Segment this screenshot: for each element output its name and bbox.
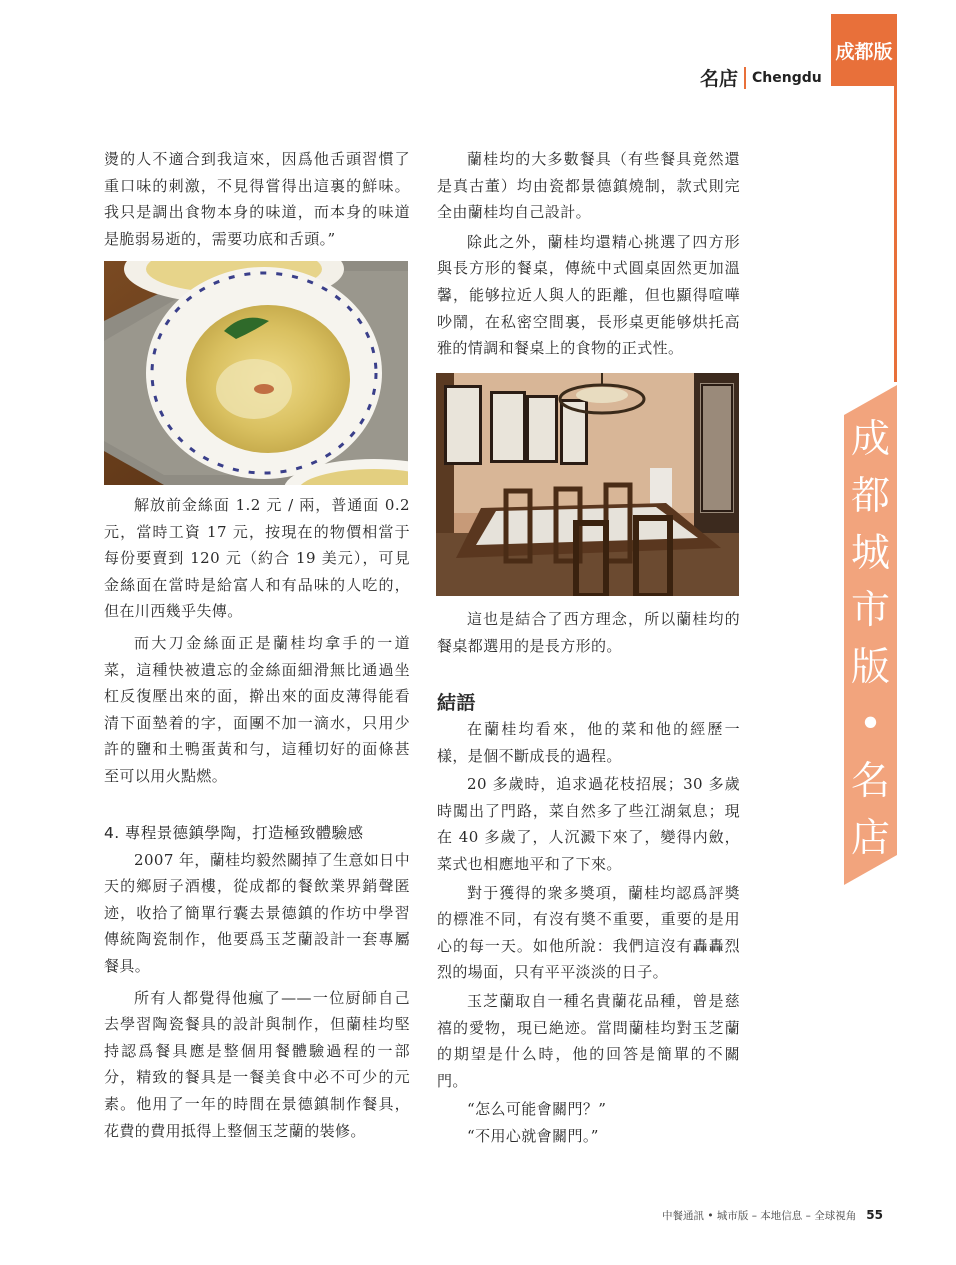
orange-divider-line bbox=[894, 86, 897, 382]
section-header bbox=[700, 64, 822, 91]
left-paragraph-4: 2007 年，蘭桂均毅然關掉了生意如日中天的鄉厨子酒樓，從成都的餐飲業界銷聲匿迹，收拾了簡單行囊去景德鎮的作坊中學習傳統陶瓷制作，他要爲玉芝蘭設計一套專屬餐具。 bbox=[104, 850, 410, 975]
right-paragraph-6: 對于獲得的衆多奬項，蘭桂均認爲評奬的標准不同，有沒有奬不重要，重要的是用心的每一天。如他所說：我們這沒有轟轟烈烈的場面，只有平平淡淡的日子。 bbox=[437, 883, 740, 982]
right-paragraph-1: 蘭桂均的大多數餐具（有些餐具竟然還是真古董）均由瓷都景德鎮燒制，款式則完全由蘭桂均自己設計。 bbox=[437, 150, 740, 222]
noodle-soup-photo bbox=[104, 261, 408, 485]
page-number: 55 bbox=[866, 1208, 883, 1222]
right-paragraph-2: 除此之外，蘭桂均還精心挑選了四方形與長方形的餐桌，傳統中式圓桌固然更加溫馨，能够拉近人與人的距離，但也顯得喧嘩吵鬧，在私密空間裏，長形桌更能够烘托高雅的情調和餐桌上的食物的正式性。 bbox=[437, 232, 740, 358]
quote-2: “不用心就會關門。” bbox=[467, 1126, 599, 1145]
right-paragraph-7: 玉芝蘭取自一種名貴蘭花品種，曾是慈禧的愛物，現已絶迹。當問蘭桂均對玉芝蘭的期望是什么時，他的回答是簡單的不關門。 bbox=[437, 991, 740, 1090]
page-footer bbox=[662, 1208, 883, 1223]
left-paragraph-2: 解放前金絲面 1.2 元 / 兩，普通面 0.2 元，當時工資 17 元，按現在的物價相當于每份要賣到 120 元（約合 19 美元），可見金絲面在當時是給富人和有品味的人吃的，但在川西幾乎失傳。 bbox=[104, 496, 410, 621]
section-title-en: Chengdu bbox=[752, 69, 822, 86]
footer-text: 中餐通訊 • 城市版 – 本地信息 – 全球視角 bbox=[662, 1210, 857, 1222]
vertical-banner bbox=[844, 385, 897, 885]
banner-text: 成都城市版•名店 bbox=[850, 417, 890, 861]
right-paragraph-5: 20 多歲時，追求過花枝招展；30 多歲時闖出了門路，菜自然多了些江湖氣息；現在 40 多歲了，人沉澱下來了，變得内斂，菜式也相應地平和了下來。 bbox=[437, 775, 740, 873]
left-column-middle bbox=[104, 492, 410, 790]
conclusion-heading: 結語 bbox=[437, 692, 476, 714]
left-paragraph-3: 而大刀金絲面正是蘭桂均拿手的一道菜，這種快被遺忘的金絲面細滑無比通過坐杠反復壓出來的面，擀出來的面皮薄得能看清下面墊着的字，面團不加一滴水，只用少許的鹽和土鴨蛋黃和勻，這種切好的面條甚至可以用火點燃。 bbox=[104, 633, 410, 785]
quote-1: “怎么可能會關門？” bbox=[467, 1100, 607, 1119]
right-paragraph-4: 在蘭桂均看來，他的菜和他的經歷一樣，是個不斷成長的過程。 bbox=[437, 720, 740, 765]
left-paragraph-1: 燙的人不適合到我這來，因爲他舌頭習慣了重口味的刺激，不見得嘗得出這裏的鮮味。我只是調出食物本身的味道，而本身的味道是脆弱易逝的，需要功底和舌頭。” bbox=[104, 150, 410, 248]
section-heading-4: 4. 專程景德鎮學陶，打造極致體驗感 bbox=[104, 824, 364, 842]
section-title-cn: 名店 bbox=[700, 68, 739, 90]
right-column-top bbox=[437, 146, 740, 362]
right-column-bottom bbox=[437, 690, 740, 1150]
right-paragraph-3: 這也是結合了西方理念，所以蘭桂均的餐桌都選用的是長方形的。 bbox=[437, 610, 740, 655]
left-column-bottom bbox=[104, 820, 410, 1144]
left-paragraph-5: 所有人都覺得他瘋了——一位厨師自己去學習陶瓷餐具的設計與制作，但蘭桂均堅持認爲餐具應是整個用餐體驗過程的一部分，精致的餐具是一餐美食中必不可少的元素。他用了一年的時間在景德鎮制作餐具，花費的費用抵得上整個玉芝蘭的裝修。 bbox=[104, 988, 410, 1140]
left-column-top bbox=[104, 146, 410, 252]
edition-tab: 成都版 bbox=[831, 14, 897, 86]
dining-room-photo bbox=[436, 373, 739, 596]
header-divider bbox=[744, 67, 746, 89]
right-column-middle bbox=[437, 606, 740, 659]
